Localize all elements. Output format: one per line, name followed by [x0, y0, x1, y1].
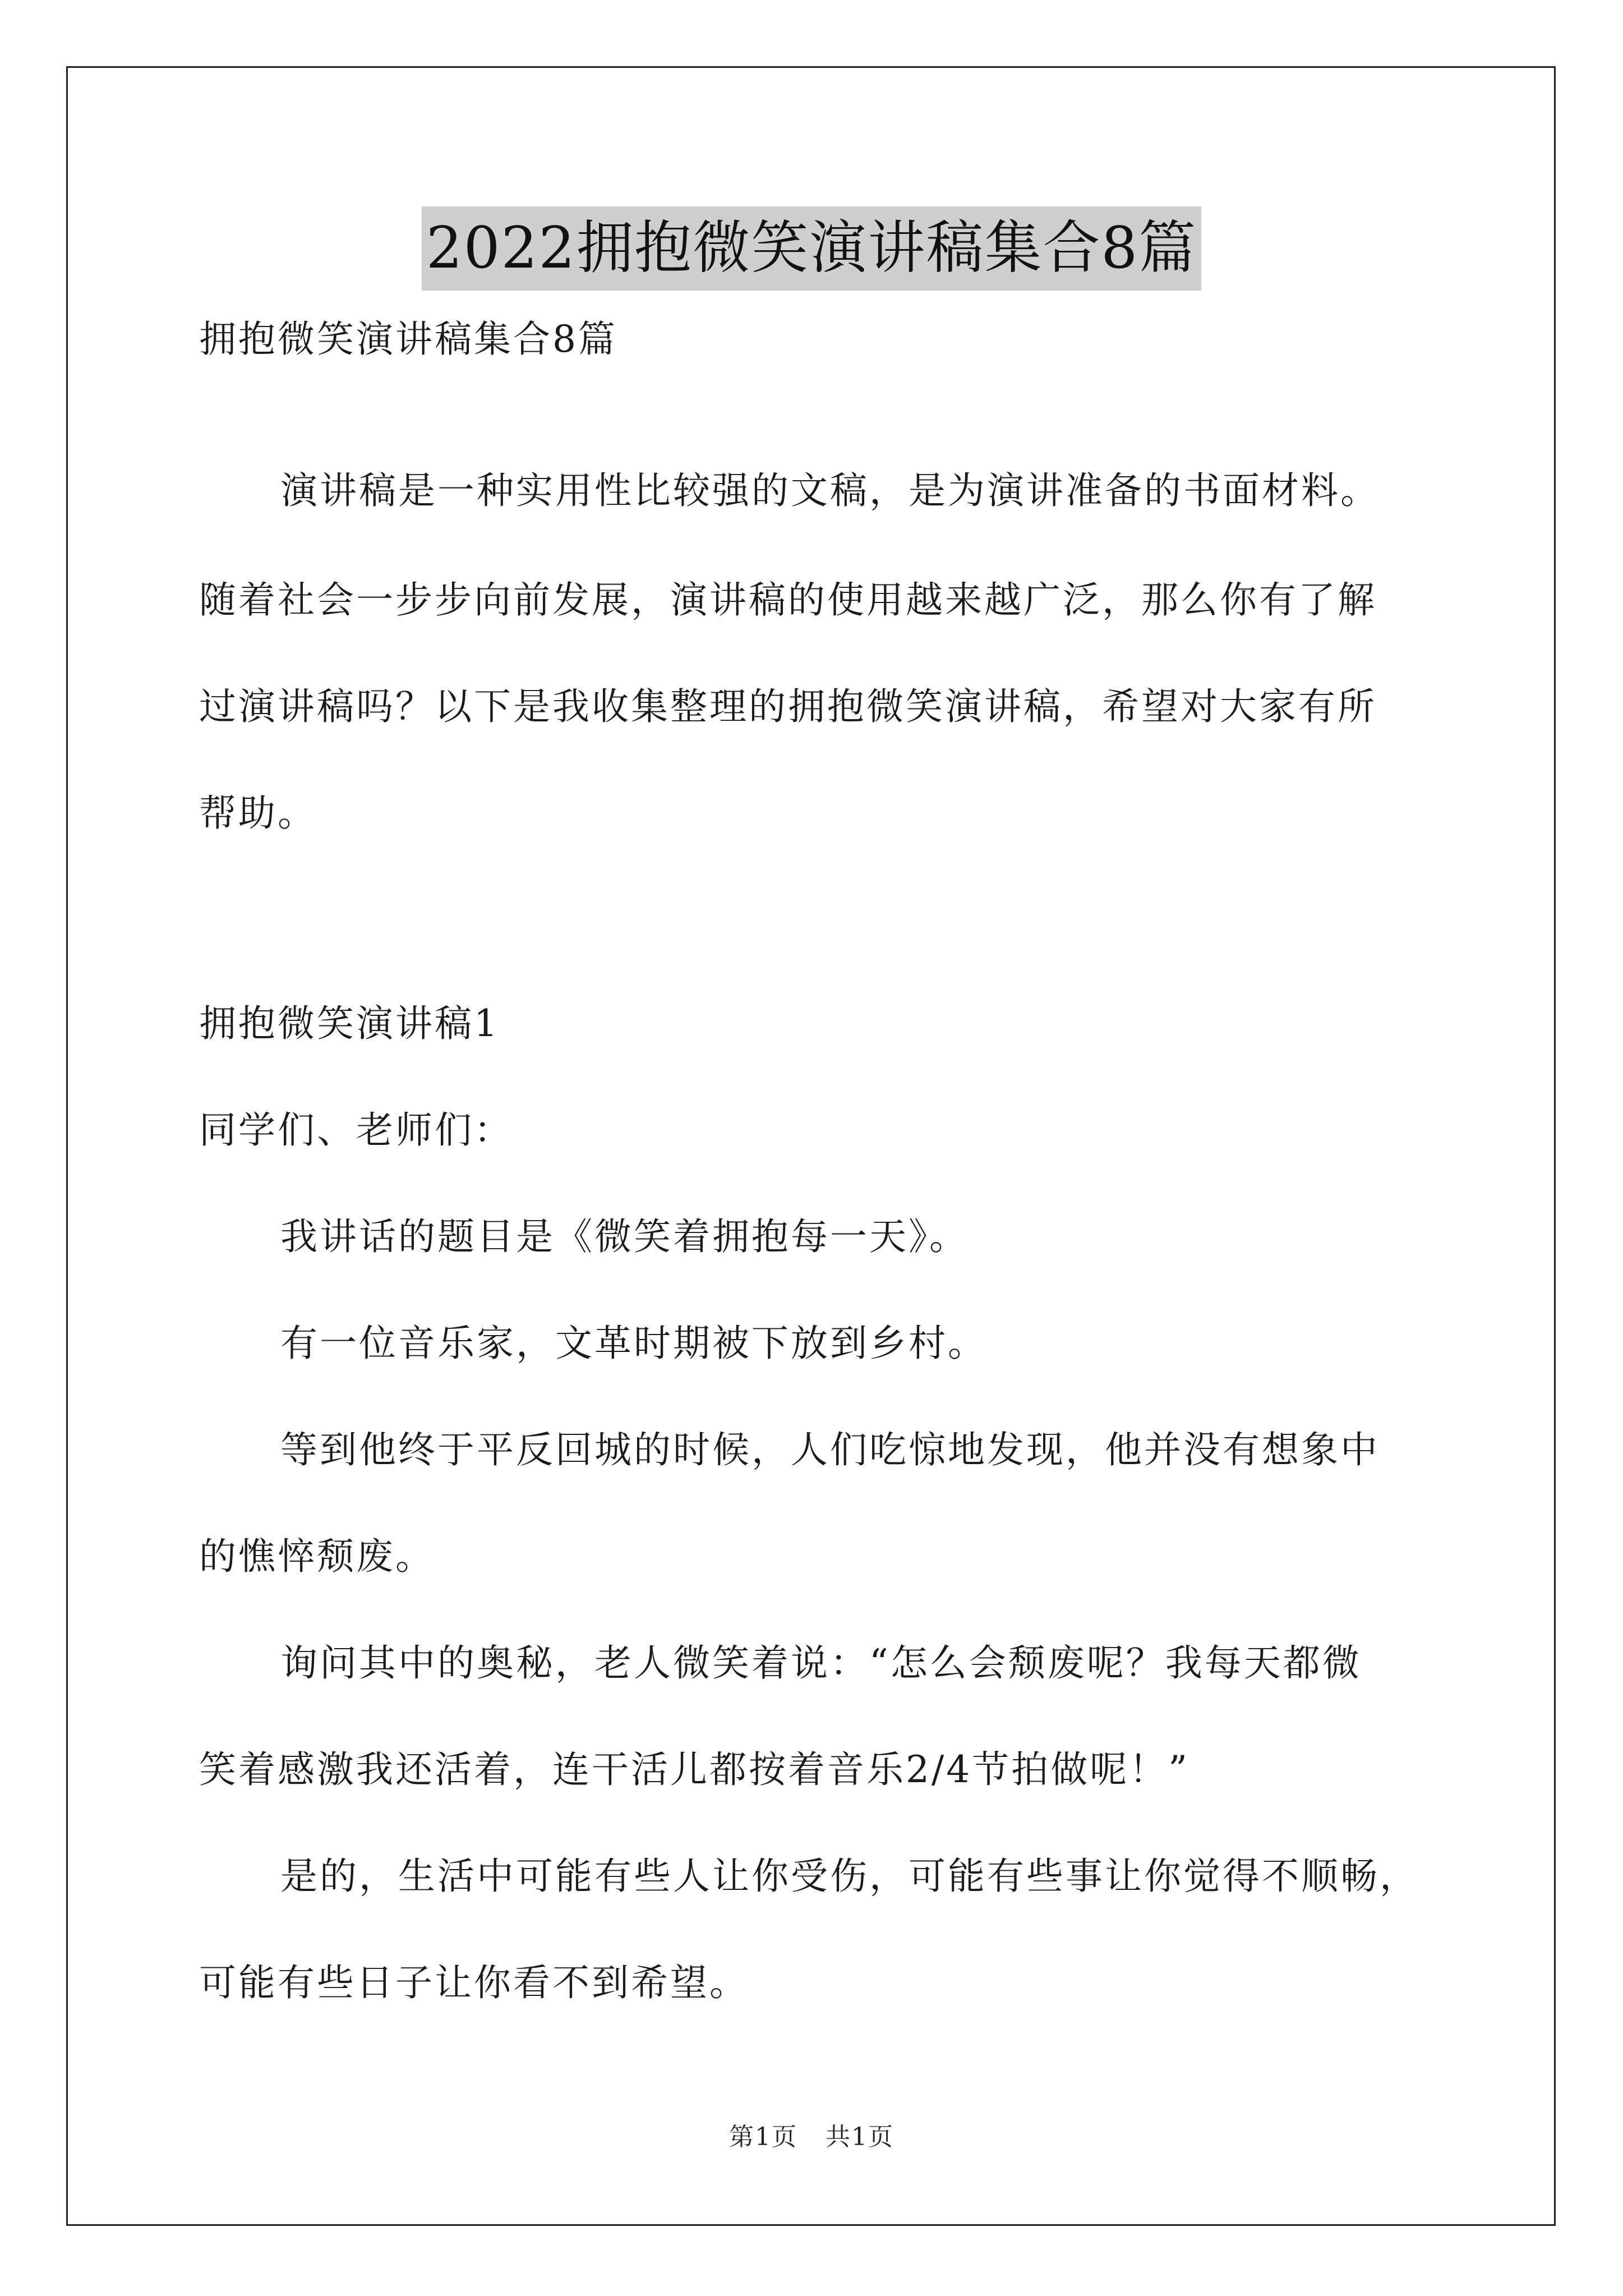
body-line-8: 可能有些日子让你看不到希望。: [199, 1961, 749, 2004]
document-title: 2022拥抱微笑演讲稿集合8篇: [422, 206, 1201, 291]
title-container: [0, 206, 1623, 291]
document-subtitle: 拥抱微笑演讲稿集合8篇: [199, 318, 617, 361]
body-line-3: 等到他终于平反回城的时候，人们吃惊地发现，他并没有想象中: [280, 1428, 1380, 1471]
body-line-4: 的憔悴颓废。: [199, 1535, 435, 1578]
body-line-6: 笑着感激我还活着，连干活儿都按着音乐2/4节拍做呢！”: [199, 1748, 1189, 1791]
section-heading: 拥抱微笑演讲稿1: [199, 1002, 500, 1045]
page-footer: [0, 2120, 1623, 2154]
body-line-2: 有一位音乐家，文革时期被下放到乡村。: [280, 1322, 987, 1365]
intro-line-4: 帮助。: [199, 792, 317, 835]
page-number-total: 共1页: [826, 2123, 894, 2151]
body-line-7: 是的，生活中可能有些人让你受伤，可能有些事让你觉得不顺畅，: [280, 1855, 1419, 1898]
body-line-1: 我讲话的题目是《微笑着拥抱每一天》。: [280, 1215, 969, 1258]
intro-line-3: 过演讲稿吗？以下是我收集整理的拥抱微笑演讲稿，希望对大家有所: [199, 685, 1377, 728]
intro-line-1: 演讲稿是一种实用性比较强的文稿，是为演讲准备的书面材料。: [280, 469, 1380, 512]
body-line-5: 询问其中的奥秘，老人微笑着说：“怎么会颓废呢？我每天都微: [280, 1641, 1362, 1685]
page-number-current: 第1页: [729, 2123, 797, 2151]
greeting: 同学们、老师们：: [199, 1108, 513, 1152]
intro-line-2: 随着社会一步步向前发展，演讲稿的使用越来越广泛，那么你有了解: [199, 578, 1377, 622]
